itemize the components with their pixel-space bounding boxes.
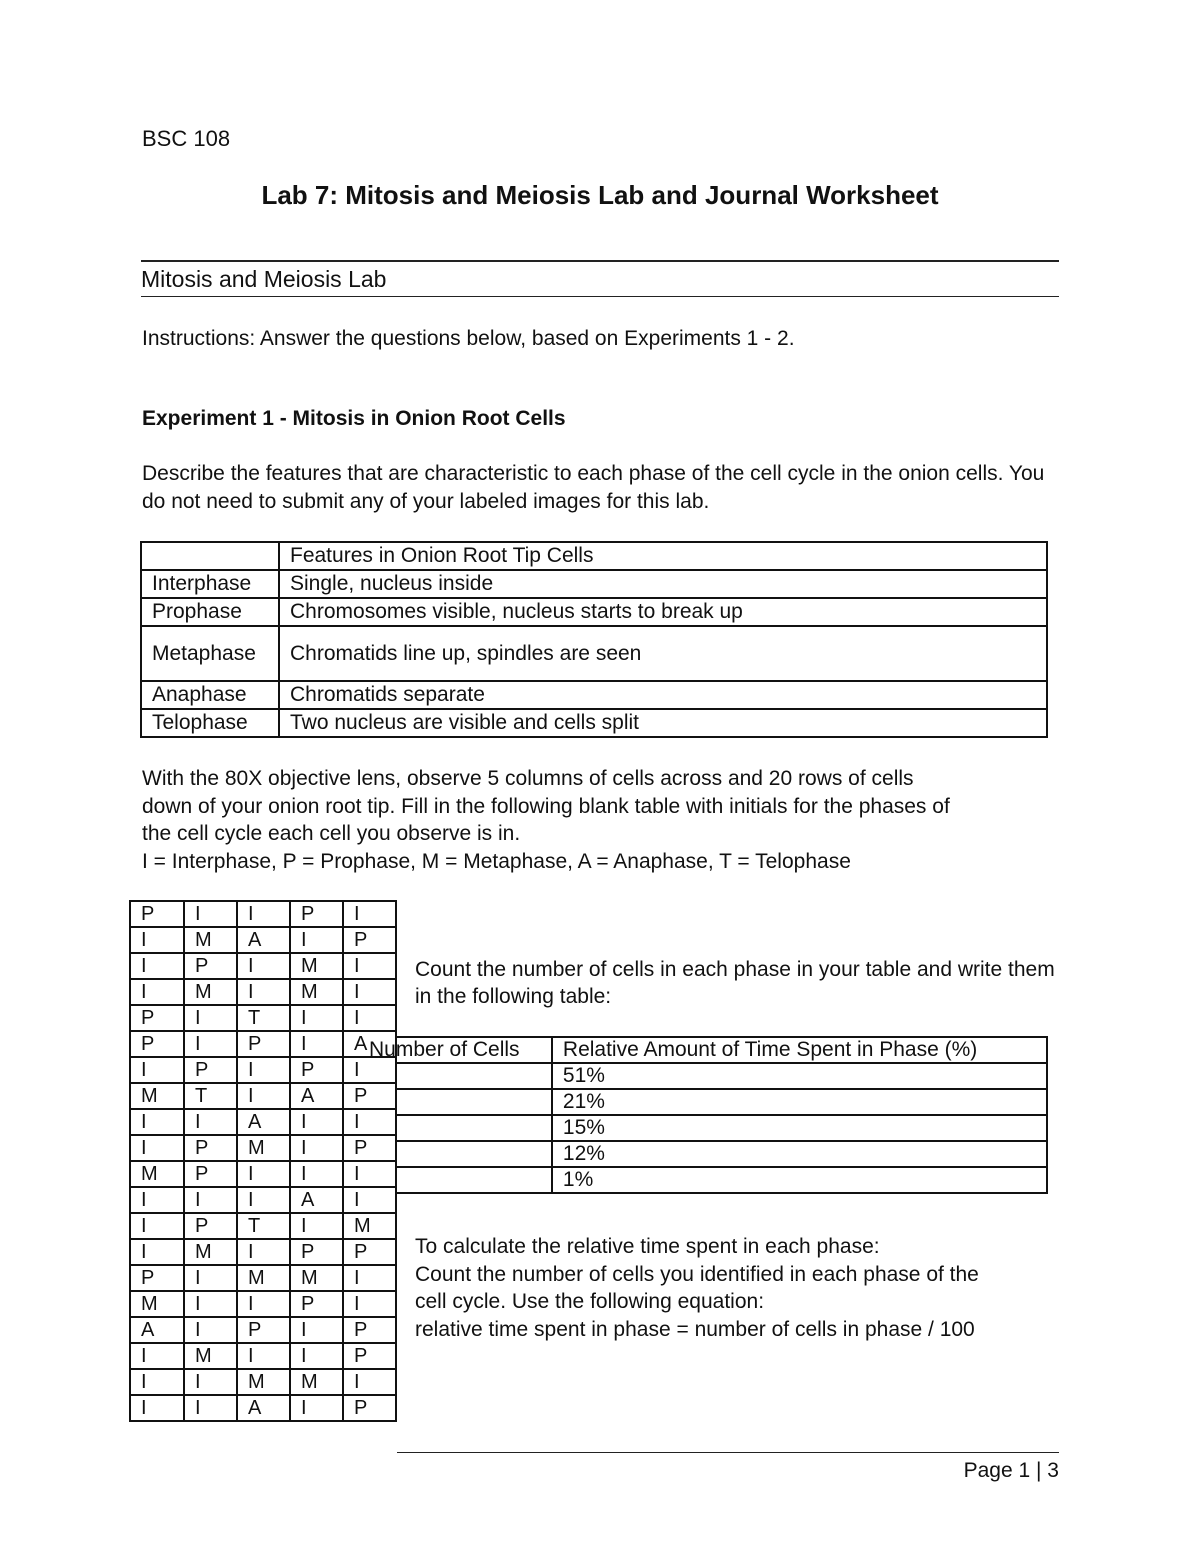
grid-row	[130, 1005, 396, 1031]
grid-cell[interactable]: A	[130, 1317, 184, 1343]
grid-cell[interactable]: I	[130, 1239, 184, 1265]
instructions: Instructions: Answer the questions below, based on Experiments 1 - 2.	[142, 327, 795, 350]
grid-cell[interactable]: I	[237, 1187, 290, 1213]
grid-cell[interactable]: I	[184, 1395, 237, 1421]
table-header	[369, 1037, 552, 1063]
grid-cell[interactable]: I	[184, 1109, 237, 1135]
grid-cell[interactable]: I	[343, 1291, 396, 1317]
grid-cell[interactable]: P	[237, 1317, 290, 1343]
grid-row	[130, 1265, 396, 1291]
grid-row	[130, 1317, 396, 1343]
grid-cell[interactable]: I	[343, 1265, 396, 1291]
cell-grid-table	[129, 900, 397, 1422]
grid-row	[130, 1395, 396, 1421]
grid-cell[interactable]: I	[237, 1057, 290, 1083]
grid-cell[interactable]: I	[130, 953, 184, 979]
grid-cell[interactable]: I	[290, 1135, 343, 1161]
grid-cell[interactable]: I	[343, 1369, 396, 1395]
observation-paragraph	[142, 765, 1072, 875]
grid-cell[interactable]: P	[184, 1135, 237, 1161]
grid-cell[interactable]: P	[184, 1213, 237, 1239]
percent-cell: 51%	[552, 1063, 1047, 1089]
table-header: Relative Amount of Time Spent in Phase (%)	[552, 1037, 1047, 1063]
course-code: BSC 108	[142, 126, 231, 151]
grid-cell[interactable]: P	[237, 1031, 290, 1057]
phase-cell	[141, 626, 279, 681]
experiment-1-title: Experiment 1 - Mitosis in Onion Root Cells	[142, 407, 566, 430]
grid-cell[interactable]: I	[237, 1239, 290, 1265]
grid-row	[130, 1213, 396, 1239]
table-row	[397, 1141, 1047, 1167]
grid-cell[interactable]: I	[290, 1395, 343, 1421]
grid-cell[interactable]: I	[343, 953, 396, 979]
calc-line: Count the number of cells you identified in each phase of the	[415, 1262, 979, 1286]
grid-cell[interactable]: P	[130, 1005, 184, 1031]
grid-cell[interactable]: I	[343, 1161, 396, 1187]
grid-cell[interactable]: M	[290, 953, 343, 979]
grid-cell[interactable]: I	[290, 927, 343, 953]
grid-cell[interactable]: P	[130, 1031, 184, 1057]
grid-cell[interactable]: I	[130, 1187, 184, 1213]
grid-cell[interactable]: T	[237, 1213, 290, 1239]
grid-cell[interactable]: A	[237, 927, 290, 953]
grid-cell[interactable]: I	[290, 1213, 343, 1239]
grid-cell[interactable]: A	[290, 1083, 343, 1109]
grid-cell[interactable]: T	[184, 1083, 237, 1109]
grid-row	[130, 1161, 396, 1187]
grid-cell[interactable]: I	[343, 1109, 396, 1135]
grid-cell[interactable]: I	[184, 1265, 237, 1291]
grid-row	[130, 979, 396, 1005]
grid-cell[interactable]: P	[343, 1239, 396, 1265]
grid-cell[interactable]: I	[237, 1343, 290, 1369]
grid-cell[interactable]: P	[343, 927, 396, 953]
grid-cell[interactable]: I	[184, 1317, 237, 1343]
grid-cell[interactable]: I	[130, 979, 184, 1005]
grid-row	[130, 1135, 396, 1161]
grid-cell[interactable]: P	[184, 1057, 237, 1083]
grid-cell[interactable]: I	[290, 1343, 343, 1369]
grid-cell[interactable]: I	[130, 1395, 184, 1421]
grid-cell[interactable]: P	[343, 1395, 396, 1421]
worksheet-title: Lab 7: Mitosis and Meiosis Lab and Journal Worksheet	[261, 180, 939, 210]
calc-line: To calculate the relative time spent in each phase:	[415, 1235, 880, 1258]
phase-legend: I = Interphase, P = Prophase, M = Metaphase, A = Anaphase, T = Telophase	[142, 849, 851, 873]
calc-line: cell cycle. Use the following equation:	[415, 1290, 765, 1313]
table-row	[141, 626, 1047, 681]
feature-cell: Chromatids separate	[279, 681, 1047, 709]
grid-cell[interactable]: M	[184, 1239, 237, 1265]
section-title: Mitosis and Meiosis Lab	[141, 266, 387, 292]
grid-row	[130, 1083, 396, 1109]
grid-cell[interactable]: I	[184, 1369, 237, 1395]
grid-cell[interactable]: P	[343, 1083, 396, 1109]
table-row	[397, 1167, 1047, 1193]
grid-row	[130, 1109, 396, 1135]
table-row	[397, 1115, 1047, 1141]
grid-cell[interactable]: I	[184, 1187, 237, 1213]
count-instruction: Count the number of cells in each phase in your table and write them in the following table:	[415, 958, 1055, 1008]
grid-row	[130, 1187, 396, 1213]
grid-cell[interactable]: P	[184, 1161, 237, 1187]
grid-row	[130, 953, 396, 979]
grid-cell[interactable]: I	[237, 979, 290, 1005]
table-cell	[141, 542, 279, 570]
phase-cell: Prophase	[141, 598, 279, 626]
table-row	[141, 542, 1047, 570]
feature-cell: Single, nucleus inside	[279, 570, 1047, 598]
observation-line: down of your onion root tip. Fill in the following blank table with initials for the phases of	[142, 794, 950, 818]
grid-cell[interactable]: A	[343, 1031, 396, 1057]
grid-cell[interactable]: I	[184, 1005, 237, 1031]
feature-cell: Two nucleus are visible and cells split	[279, 709, 1047, 737]
grid-cell[interactable]: A	[237, 1395, 290, 1421]
grid-cell[interactable]: M	[237, 1369, 290, 1395]
grid-cell[interactable]: M	[290, 1265, 343, 1291]
grid-cell[interactable]: A	[290, 1187, 343, 1213]
page-number: Page 1 | 3	[963, 1459, 1059, 1482]
grid-cell[interactable]: P	[343, 1317, 396, 1343]
table-row	[141, 709, 1047, 737]
features-table	[140, 541, 1048, 738]
grid-cell[interactable]: I	[343, 979, 396, 1005]
table-header: Features in Onion Root Tip Cells	[279, 542, 1047, 570]
grid-cell[interactable]: M	[130, 1083, 184, 1109]
grid-cell[interactable]: A	[237, 1109, 290, 1135]
grid-cell[interactable]: I	[290, 1161, 343, 1187]
grid-row	[130, 901, 396, 927]
grid-row	[130, 1369, 396, 1395]
observation-line: the cell cycle each cell you observe is in.	[142, 822, 521, 845]
grid-cell[interactable]: I	[130, 1213, 184, 1239]
grid-cell[interactable]: I	[343, 1005, 396, 1031]
grid-cell[interactable]: I	[184, 1291, 237, 1317]
table-row	[397, 1037, 1047, 1063]
grid-cell[interactable]: I	[130, 1369, 184, 1395]
grid-cell[interactable]: I	[343, 1187, 396, 1213]
grid-cell[interactable]: M	[237, 1265, 290, 1291]
grid-cell[interactable]: I	[237, 953, 290, 979]
table-row	[397, 1089, 1047, 1115]
number-of-cells-header: Number of Cells	[369, 1038, 520, 1061]
grid-cell[interactable]: P	[290, 1239, 343, 1265]
grid-row	[130, 1343, 396, 1369]
grid-cell[interactable]: P	[290, 1057, 343, 1083]
grid-row	[130, 927, 396, 953]
grid-cell[interactable]: M	[184, 979, 237, 1005]
grid-cell[interactable]: P	[343, 1135, 396, 1161]
grid-cell[interactable]: I	[184, 901, 237, 927]
grid-cell[interactable]: M	[184, 1343, 237, 1369]
percent-cell: 12%	[552, 1141, 1047, 1167]
phase-cell: Anaphase	[141, 681, 279, 709]
grid-row	[130, 1031, 396, 1057]
grid-cell[interactable]: I	[290, 1109, 343, 1135]
footer-rule	[397, 1452, 1059, 1453]
grid-row	[130, 1291, 396, 1317]
grid-cell[interactable]: I	[237, 1083, 290, 1109]
section-rule-bottom	[141, 296, 1059, 297]
phase-cell: Interphase	[141, 570, 279, 598]
grid-cell[interactable]: M	[130, 1161, 184, 1187]
phase-cell: Telophase	[141, 709, 279, 737]
counts-table	[369, 1036, 1048, 1194]
percent-cell: 15%	[552, 1115, 1047, 1141]
grid-cell[interactable]: P	[290, 1291, 343, 1317]
grid-cell[interactable]: P	[130, 1265, 184, 1291]
grid-cell[interactable]: I	[130, 1135, 184, 1161]
grid-cell[interactable]: M	[290, 1369, 343, 1395]
grid-cell[interactable]: P	[184, 953, 237, 979]
grid-cell[interactable]: I	[290, 1005, 343, 1031]
table-row	[141, 570, 1047, 598]
grid-row	[130, 1057, 396, 1083]
grid-cell[interactable]: T	[237, 1005, 290, 1031]
grid-cell[interactable]: I	[237, 1291, 290, 1317]
grid-row	[130, 1239, 396, 1265]
table-row	[141, 598, 1047, 626]
grid-cell[interactable]: I	[290, 1317, 343, 1343]
grid-cell[interactable]: M	[184, 927, 237, 953]
grid-cell[interactable]: I	[237, 1161, 290, 1187]
grid-cell[interactable]: I	[130, 927, 184, 953]
grid-cell[interactable]: P	[130, 901, 184, 927]
table-row	[141, 681, 1047, 709]
count-cell[interactable]	[397, 1167, 552, 1193]
grid-cell[interactable]: I	[130, 1343, 184, 1369]
count-cell[interactable]	[397, 1089, 552, 1115]
phase-text: Metaphase	[152, 641, 256, 665]
grid-cell[interactable]: I	[237, 901, 290, 927]
grid-cell[interactable]: I	[130, 1109, 184, 1135]
grid-cell[interactable]: P	[343, 1343, 396, 1369]
percent-cell: 1%	[552, 1167, 1047, 1193]
observation-line: With the 80X objective lens, observe 5 columns of cells across and 20 rows of cells	[142, 767, 914, 790]
grid-cell[interactable]: I	[290, 1031, 343, 1057]
grid-cell[interactable]: M	[130, 1291, 184, 1317]
grid-cell[interactable]: I	[184, 1031, 237, 1057]
feature-cell: Chromosomes visible, nucleus starts to break up	[279, 598, 1047, 626]
grid-cell[interactable]: I	[343, 1057, 396, 1083]
describe-paragraph: Describe the features that are characteristic to each phase of the cell cycle in the onion cells. You do not need to submit any of your labeled images for this lab.	[142, 462, 1045, 513]
grid-cell[interactable]: I	[343, 901, 396, 927]
grid-cell[interactable]: M	[290, 979, 343, 1005]
grid-cell[interactable]: P	[290, 901, 343, 927]
section-rule-top	[141, 260, 1059, 262]
grid-cell[interactable]: M	[237, 1135, 290, 1161]
grid-cell[interactable]: I	[130, 1057, 184, 1083]
grid-cell[interactable]: M	[343, 1213, 396, 1239]
calculation-instructions	[415, 1233, 1055, 1343]
count-cell[interactable]	[397, 1115, 552, 1141]
table-row	[397, 1063, 1047, 1089]
count-cell[interactable]	[397, 1141, 552, 1167]
feature-cell: Chromatids line up, spindles are seen	[279, 626, 1047, 681]
percent-cell: 21%	[552, 1089, 1047, 1115]
count-cell[interactable]	[397, 1063, 552, 1089]
calc-equation: relative time spent in phase = number of cells in phase / 100	[415, 1317, 975, 1341]
